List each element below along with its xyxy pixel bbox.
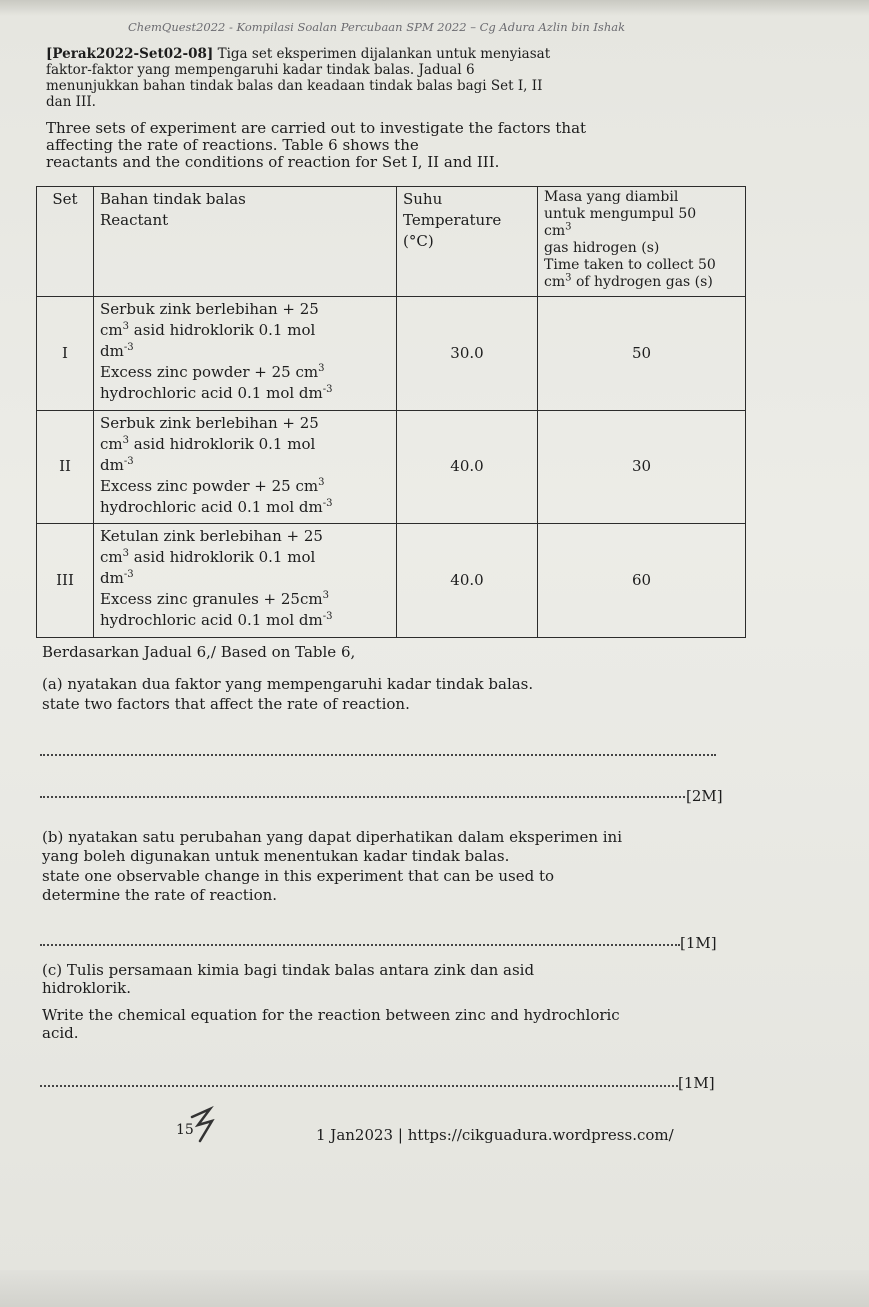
mark-a: [2M] <box>686 787 723 805</box>
page-header: ChemQuest2022 - Kompilasi Soalan Percubaan SPM 2022 – Cg Adura Azlin bin Ishak <box>128 20 626 34</box>
page-footer: 1 Jan2023 | https://cikguadura.wordpress.com/ <box>316 1126 674 1144</box>
pen-mark-icon <box>188 1105 218 1145</box>
table-row-set-1 <box>37 297 746 411</box>
reactant-cell: Ketulan zink berlebihan + 25 $cm^3$ asid hidroklorik 0.1 mol $dm^{-3}$ Excess zinc granules + $25cm^3$ hydrochloric acid 0.1 mol $dm^{-3}$ <box>94 524 397 638</box>
mark-b: [1M] <box>680 934 717 952</box>
answer-line-b[interactable] <box>40 944 680 946</box>
intro-en-line-3: reactants and the conditions of reaction for Set I, II and III. <box>46 153 500 171</box>
answer-line-a2[interactable] <box>40 796 685 798</box>
table-6 <box>36 186 746 638</box>
table-row-set-2 <box>37 410 746 524</box>
page-top-shadow <box>0 0 869 16</box>
table-header-row <box>37 187 746 297</box>
answer-line-a1[interactable] <box>40 754 716 756</box>
mark-c: [1M] <box>678 1074 715 1092</box>
header-time-taken: Masa yang diambil untuk mengumpul 50 $cm^3$ gas hidrogen (s) Time taken to collect 50 $cm^3$ of hydrogen gas (s) <box>538 187 746 297</box>
temperature-value: 40.0 <box>397 410 538 524</box>
question-b-ms-1: (b) nyatakan satu perubahan yang dapat diperhatikan dalam eksperimen ini <box>42 828 623 846</box>
intro-ms-line-1: [Perak2022-Set02-08] Tiga set eksperimen dijalankan untuk menyiasat <box>46 46 551 62</box>
answer-line-c[interactable] <box>40 1085 678 1087</box>
time-value: 50 <box>538 297 746 411</box>
question-a-ms: (a) nyatakan dua faktor yang mempengaruhi kadar tindak balas. <box>42 675 534 693</box>
set-label: II <box>37 410 94 524</box>
temperature-value: 40.0 <box>397 524 538 638</box>
intro-en-line-2: affecting the rate of reactions. Table 6 shows the <box>46 136 419 154</box>
header-temperature: Suhu Temperature (°C) <box>397 187 538 297</box>
reactant-cell: Serbuk zink berlebihan + 25 $cm^3$ asid hidroklorik 0.1 mol $dm^{-3}$ Excess zinc powder + 25 $cm^3$ hydrochloric acid 0.1 mol $dm^{-3}$ <box>94 297 397 411</box>
intro-ms-line-2: faktor-faktor yang mempengaruhi kadar tindak balas. Jadual 6 <box>46 62 475 78</box>
set-label: III <box>37 524 94 638</box>
question-id: [Perak2022-Set02-08] <box>46 46 214 62</box>
intro-en-line-1: Three sets of experiment are carried out to investigate the factors that <box>46 119 587 137</box>
header-set: Set <box>37 187 94 297</box>
header-reactant: Bahan tindak balas Reactant <box>94 187 397 297</box>
question-b-en-2: determine the rate of reaction. <box>42 886 278 904</box>
intro-ms-line-3: menunjukkan bahan tindak balas dan keadaan tindak balas bagi Set I, II <box>46 78 543 94</box>
based-on-text: Berdasarkan Jadual 6,/ Based on Table 6, <box>42 643 356 661</box>
intro-ms-line-4: dan III. <box>46 94 96 110</box>
temperature-value: 30.0 <box>397 297 538 411</box>
question-c-en-2: acid. <box>42 1024 79 1042</box>
set-label: I <box>37 297 94 411</box>
question-a-en: state two factors that affect the rate of reaction. <box>42 695 410 713</box>
time-value: 60 <box>538 524 746 638</box>
reactant-cell: Serbuk zink berlebihan + 25 $cm^3$ asid hidroklorik 0.1 mol $dm^{-3}$ Excess zinc powder + 25 $cm^3$ hydrochloric acid 0.1 mol $dm^{-3}$ <box>94 410 397 524</box>
time-value: 30 <box>538 410 746 524</box>
bottom-edge-shadow <box>0 1270 869 1307</box>
question-c-en-1: Write the chemical equation for the reaction between zinc and hydrochloric <box>42 1006 620 1024</box>
question-b-ms-2: yang boleh digunakan untuk menentukan kadar tindak balas. <box>42 847 510 865</box>
question-c-ms-1: (c) Tulis persamaan kimia bagi tindak balas antara zink dan asid <box>42 961 535 979</box>
question-b-en-1: state one observable change in this experiment that can be used to <box>42 867 555 885</box>
question-c-ms-2: hidroklorik. <box>42 979 132 997</box>
table-row-set-3 <box>37 524 746 638</box>
page-number: 15 <box>176 1122 194 1138</box>
